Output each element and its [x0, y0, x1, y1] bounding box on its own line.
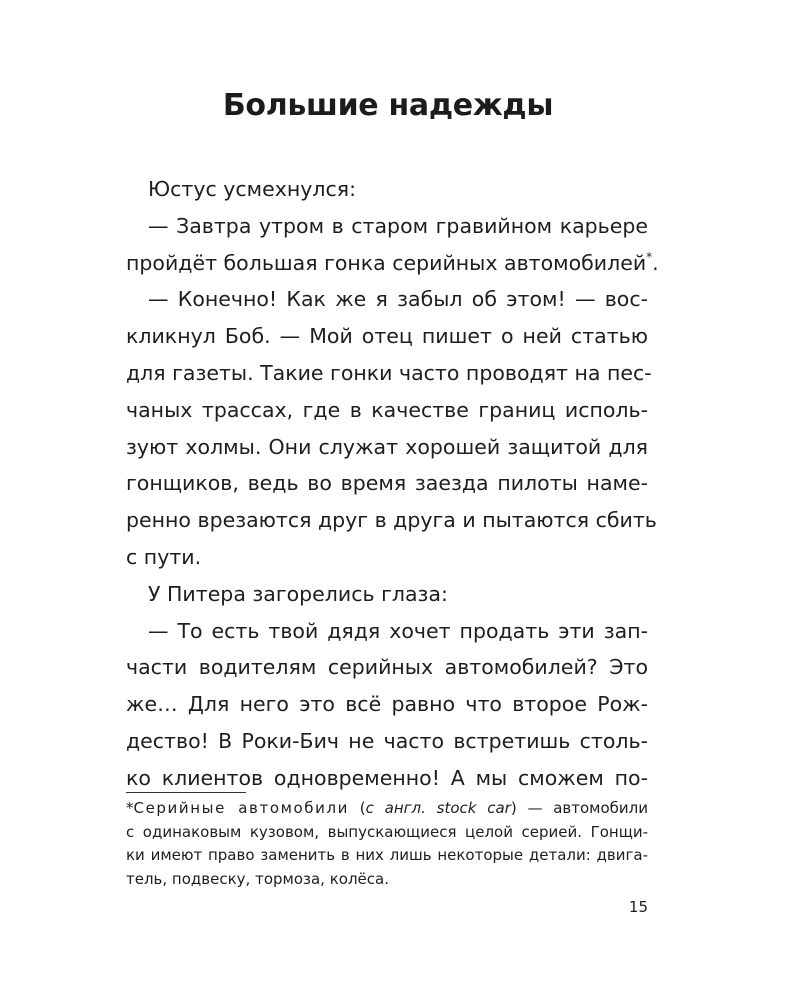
paragraph-line: ренно врезаются друг в друга и пытаются сбить — [126, 508, 657, 533]
body-text — [126, 171, 659, 797]
paragraph-line: зуют холмы. Они служат хорошей защитой для — [126, 434, 648, 459]
paragraph-line-text: пройдёт большая гонка серийных автомобилей — [126, 250, 647, 275]
sentence-period: . — [652, 250, 659, 275]
footnote-language-label: с англ. — [365, 799, 426, 817]
footnote-line: тель, подвеску, тормоза, колёса. — [126, 869, 389, 888]
paragraph-line: — То есть твой дядя хочет продать эти зап- — [148, 618, 648, 643]
paragraph-line: части водителям серийных автомобилей? Это — [126, 655, 648, 680]
footnote-english-term: stock car — [436, 799, 511, 817]
page-number: 15 — [628, 898, 648, 916]
footnote-paren-open: ( — [349, 799, 366, 817]
footnote-line: с одинаковым кузовом, выпускающиеся целой серией. Гонщи- — [126, 822, 648, 841]
paragraph-line: гонщиков, ведь во время заезда пилоты наме- — [126, 471, 648, 496]
footnote-line — [126, 797, 648, 821]
paragraph-line: Юстус усмехнулся: — [148, 177, 357, 201]
footnote-line: ки имеют право заменить в них лишь некоторые детали: двига- — [126, 846, 648, 864]
paragraph-line: же… Для него это всё равно что второе Рож- — [126, 692, 648, 717]
chapter-title: Большие надежды — [222, 88, 554, 123]
footnote-paren-close: ) — [510, 799, 517, 817]
paragraph-line: дество! В Роки-Бич не часто встретишь столь- — [126, 728, 648, 753]
footnote-marker: * — [126, 799, 134, 817]
paragraph-line: чаных трассах, где в качестве границ исполь- — [126, 397, 648, 422]
paragraph-line: — Завтра утром в старом гравийном карьере — [148, 213, 648, 238]
paragraph-line: У Питера загорелись глаза: — [148, 581, 448, 606]
footnote — [126, 797, 648, 891]
paragraph-line: кликнул Боб. — Мой отец пишет о ней статью — [126, 324, 648, 349]
footnote-definition-start: — автомобили — [516, 799, 648, 817]
paragraph-line: с пути. — [126, 544, 202, 569]
footnote-term: Серийные автомобили — [133, 799, 350, 817]
paragraph-line-with-footnote — [126, 245, 659, 282]
footnote-divider — [126, 792, 246, 793]
paragraph-line: — Конечно! Как же я забыл об этом! — вос- — [148, 287, 648, 312]
paragraph-line: ко клиентов одновременно! А мы сможем по- — [126, 765, 648, 790]
paragraph-line: для газеты. Такие гонки часто проводят на пес- — [126, 360, 652, 385]
footnote-reference: * — [646, 249, 653, 264]
